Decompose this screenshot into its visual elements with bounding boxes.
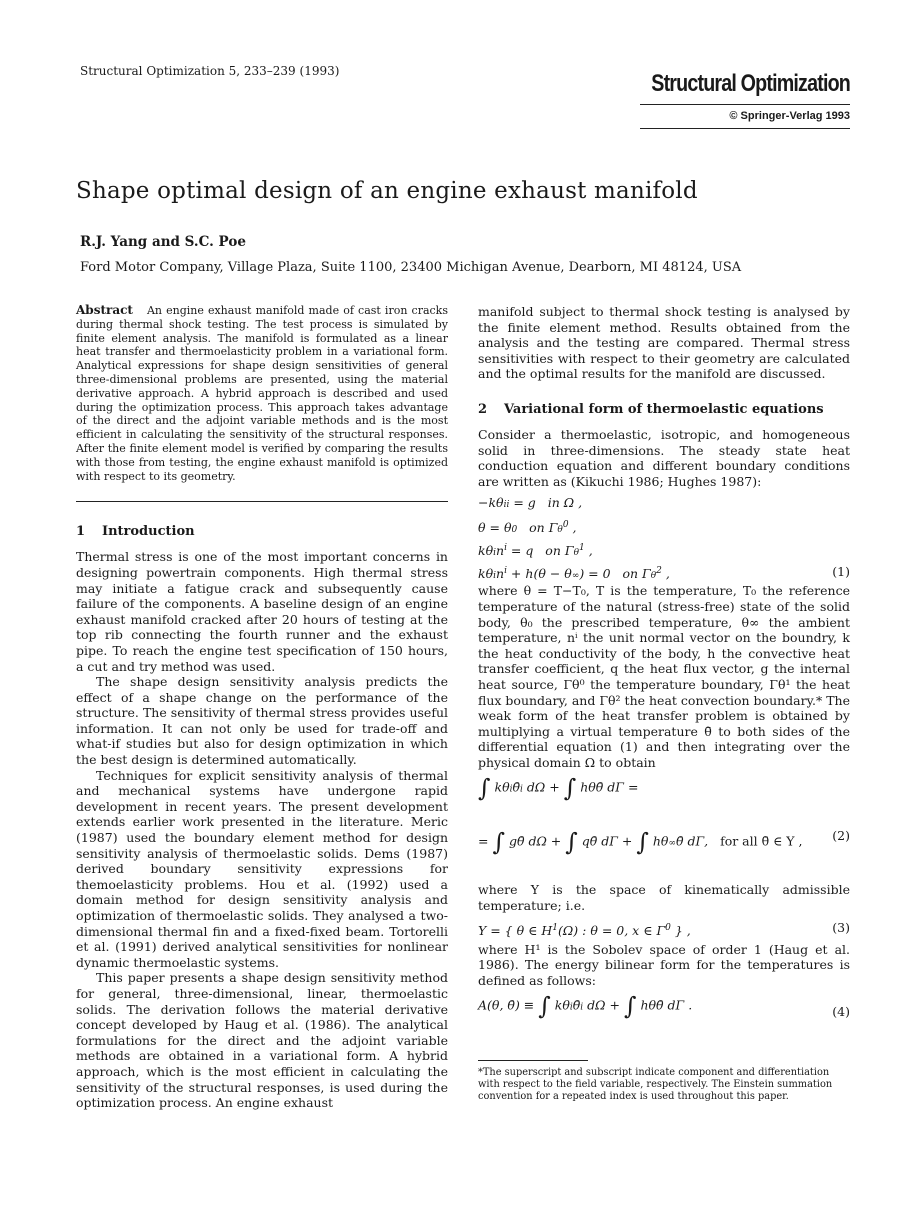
footnote: *The superscript and subscript indicate component and differentiation with respect to the field variable, respectively. The Einstein summation convention for a repeated index is used throughout this paper.	[478, 1067, 833, 1103]
abstract	[76, 304, 448, 483]
variational-paragraph-d: where H¹ is the Sobolev space of order 1 (Haug et al. 1986). The energy bilinear form for the temperatures is defined as follows:	[478, 941, 850, 988]
equation-number: (4)	[832, 1004, 850, 1020]
section-number: 2	[478, 401, 488, 417]
right-column	[478, 304, 850, 1103]
intro-paragraph-1: Thermal stress is one of the most important concerns in designing powertrain components. High thermal stress may initiate a fatigue crack and subsequently cause failure of the components. A baseline design of an engine exhaust manifold cracked after 20 hours of testing at the top rib connecting the fourth runner and the exhaust pipe. To reach the engine test specification of 150 hours, a cut and try method was used.	[76, 549, 448, 674]
intro-paragraph-4: This paper presents a shape design sensitivity method for general, three-dimensional, linear, thermoelastic solids. The derivation follows the material derivative concept developed by Haug et al. (1986). The analytical formulations for the direct and the adjoint variable methods are obtained in a variational form. A hybrid approach, which is the most efficient in calculating the sensitivity of the structural responses, is used during the optimization process. An engine exhaust	[76, 970, 448, 1111]
intro-paragraph-2: The shape design sensitivity analysis predicts the effect of a shape change on the performance of the structure. The sensitivity of thermal stress provides useful information. It can not only be used for trade-off and what-if studies but also for design optimization in which the best design is determined automatically.	[76, 674, 448, 768]
equation-number: (2)	[832, 828, 850, 844]
paper-authors: R.J. Yang and S.C. Poe	[80, 234, 246, 250]
journal-brand: Structural Optimization	[651, 70, 850, 97]
equation-2: ∫ kθiθ̄i dΩ + ∫ hθθ̄ dΓ = = ∫ gθ̄ dΩ + ∫ qθ̄ dΓ + ∫ hθ∞θ̄ dΓ, for all θ̄ ∈ Y , (2)	[478, 774, 850, 857]
section-title: Introduction	[102, 524, 195, 540]
equation-number: (3)	[832, 919, 850, 935]
left-column	[76, 304, 448, 1111]
equation-number: (1)	[832, 564, 850, 580]
abstract-label: Abstract	[76, 303, 133, 317]
section-number: 1	[76, 524, 86, 540]
abstract-rule	[76, 501, 448, 502]
paper-title: Shape optimal design of an engine exhaust manifold	[76, 178, 698, 204]
footnote-rule	[478, 1060, 588, 1061]
section-title: Variational form of thermoelastic equations	[504, 401, 824, 417]
copyright-line: © Springer-Verlag 1993	[729, 110, 850, 122]
header-rule-top	[640, 104, 850, 105]
variational-paragraph-a: Consider a thermoelastic, isotropic, and homogeneous solid in three-dimensions. The steady state heat conduction equation and different boundary conditions are written as (Kikuchi 1986; Hughes 1987):	[478, 426, 850, 489]
equation-3: Y = { θ ∈ $H^1(\Omega)$ : θ = 0, x ∈ $\Gamma^0$ } , (3)	[478, 914, 850, 942]
equation-2-condition: for all θ̄ ∈ Y ,	[720, 833, 803, 849]
equation-4: A(θ, θ̄) ≡ ∫ kθiθ̄i dΩ + ∫ hθθ̄ dΓ . (4)	[478, 992, 850, 1021]
variational-paragraph-c: where Y is the space of kinematically admissible temperature; i.e.	[478, 882, 850, 914]
paper-affiliation: Ford Motor Company, Village Plaza, Suite 1100, 23400 Michigan Avenue, Dearborn, MI 48124, USA	[80, 260, 742, 275]
section-heading-introduction	[76, 524, 448, 539]
variational-paragraph-b: where θ = T−T₀, T is the temperature, T₀ the reference temperature of the natural (stress-free) state of the solid body, θ₀ the prescribed temperature, θ∞ the ambient temperature, nⁱ the unit normal vector on the boundry, k the heat conductivity of the body, h the convective heat transfer coefficient, q the heat flux vector, g the internal heat source, Γθ⁰ the temperature boundary, Γθ¹ the heat flux boundary, and Γθ² the heat convection boundary.* The weak form of the heat transfer problem is obtained by multiplying a virtual temperature θ̄ to both sides of the differential equation (1) and then integrating over the physical domain Ω to obtain	[478, 583, 850, 770]
continuation-paragraph: manifold subject to thermal shock testing is analysed by the finite element method. Results obtained from the analysis and the testing are compared. Thermal stress sensitivities with respect to their geometry are calculated and the optimal results for the manifold are discussed.	[478, 304, 850, 382]
equation-1: −kθii = g in Ω , θ = θ0 on $\Gamma\theta^0$ , kθin$^i$ = q on $\Gamma\theta^1$ , kθin$^i$ + h(θ − θ∞) = 0 on $\Gamma\theta^2$ , (1)	[478, 495, 850, 582]
intro-paragraph-3: Techniques for explicit sensitivity analysis of thermal and mechanical systems have undergone rapid development in recent years. The present development extends earlier work presented in the literature. Meric (1987) used the boundary element method for design sensitivity analysis of thermoelastic solids. Dems (1987) derived boundary sensitivity expressions for themoelasticity problems. Hou et al. (1992) used a domain method for design sensitivity analysis and optimization of thermoelastic solids. They analysed a two-dimensional thermal fin and a fixed-fixed beam. Tortorelli et al. (1991) derived analytical sensitivities for nonlinear dynamic thermoelastic systems.	[76, 767, 448, 970]
journal-reference: Structural Optimization 5, 233–239 (1993)	[80, 64, 340, 78]
abstract-text: An engine exhaust manifold made of cast iron cracks during thermal shock testing. The test process is simulated by finite element analysis. The manifold is formulated as a linear heat transfer and thermoelasticity problem in a variational form. Analytical expressions for shape design sensitivities of general three-dimensional problems are presented, using the material derivative approach. A hybrid approach is described and used during the optimization process. This approach takes advantage of the direct and the adjoint variable methods and is the most efficient in calculating the sensitivity of the structural responses. After the finite element model is verified by comparing the results with those from testing, the engine exhaust manifold is optimized with respect to its geometry.	[76, 304, 448, 483]
header-rule-bottom	[640, 128, 850, 129]
section-heading-variational	[478, 402, 850, 417]
